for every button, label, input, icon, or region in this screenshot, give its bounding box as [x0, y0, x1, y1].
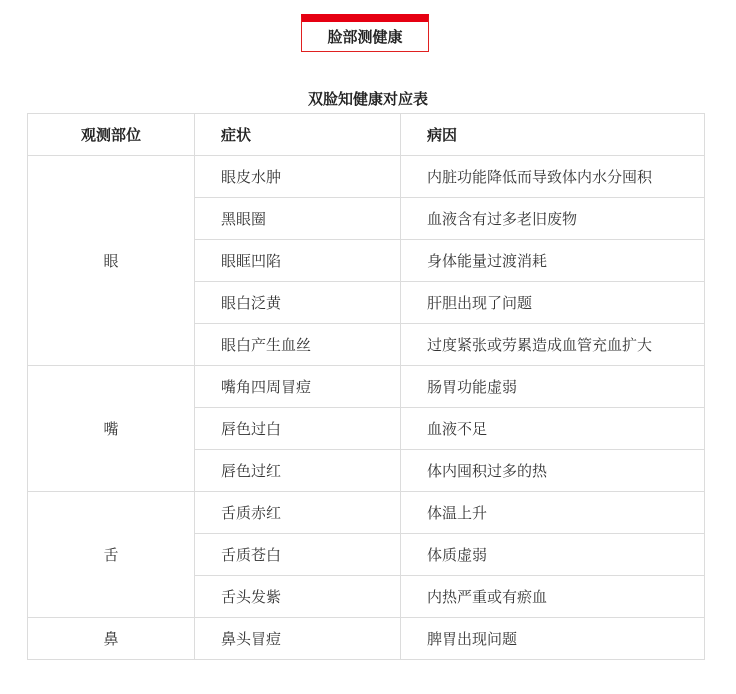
cause-cell: 体温上升 [401, 492, 705, 534]
table-row [28, 156, 705, 198]
cause-cell: 血液含有过多老旧废物 [401, 198, 705, 240]
health-correspondence-table [27, 113, 705, 660]
cause-cell: 内脏功能降低而导致体内水分囤积 [401, 156, 705, 198]
cause-cell: 血液不足 [401, 408, 705, 450]
cause-cell: 内热严重或有瘀血 [401, 576, 705, 618]
symptom-cell: 眼白泛黄 [195, 282, 401, 324]
table-row [28, 492, 705, 534]
table-header-row [28, 114, 705, 156]
column-header-symptom: 症状 [195, 114, 401, 156]
table-row [28, 366, 705, 408]
cause-cell: 身体能量过渡消耗 [401, 240, 705, 282]
cause-cell: 过度紧张或劳累造成血管充血扩大 [401, 324, 705, 366]
symptom-cell: 黑眼圈 [195, 198, 401, 240]
part-cell: 眼 [28, 156, 195, 366]
cause-cell: 体内囤积过多的热 [401, 450, 705, 492]
part-cell: 舌 [28, 492, 195, 618]
symptom-cell: 嘴角四周冒痘 [195, 366, 401, 408]
symptom-cell: 唇色过白 [195, 408, 401, 450]
column-header-part: 观测部位 [28, 114, 195, 156]
symptom-cell: 鼻头冒痘 [195, 618, 401, 660]
symptom-cell: 舌质赤红 [195, 492, 401, 534]
part-cell: 嘴 [28, 366, 195, 492]
symptom-cell: 舌头发紫 [195, 576, 401, 618]
cause-cell: 肠胃功能虚弱 [401, 366, 705, 408]
table-body [28, 156, 705, 660]
symptom-cell: 眼皮水肿 [195, 156, 401, 198]
table-row [28, 618, 705, 660]
section-badge: 脸部测健康 [301, 14, 429, 52]
symptom-cell: 眼眶凹陷 [195, 240, 401, 282]
column-header-cause: 病因 [401, 114, 705, 156]
part-cell: 鼻 [28, 618, 195, 660]
symptom-cell: 唇色过红 [195, 450, 401, 492]
symptom-cell: 眼白产生血丝 [195, 324, 401, 366]
cause-cell: 肝胆出现了问题 [401, 282, 705, 324]
cause-cell: 脾胃出现问题 [401, 618, 705, 660]
cause-cell: 体质虚弱 [401, 534, 705, 576]
table-title: 双脸知健康对应表 [307, 90, 428, 108]
symptom-cell: 舌质苍白 [195, 534, 401, 576]
